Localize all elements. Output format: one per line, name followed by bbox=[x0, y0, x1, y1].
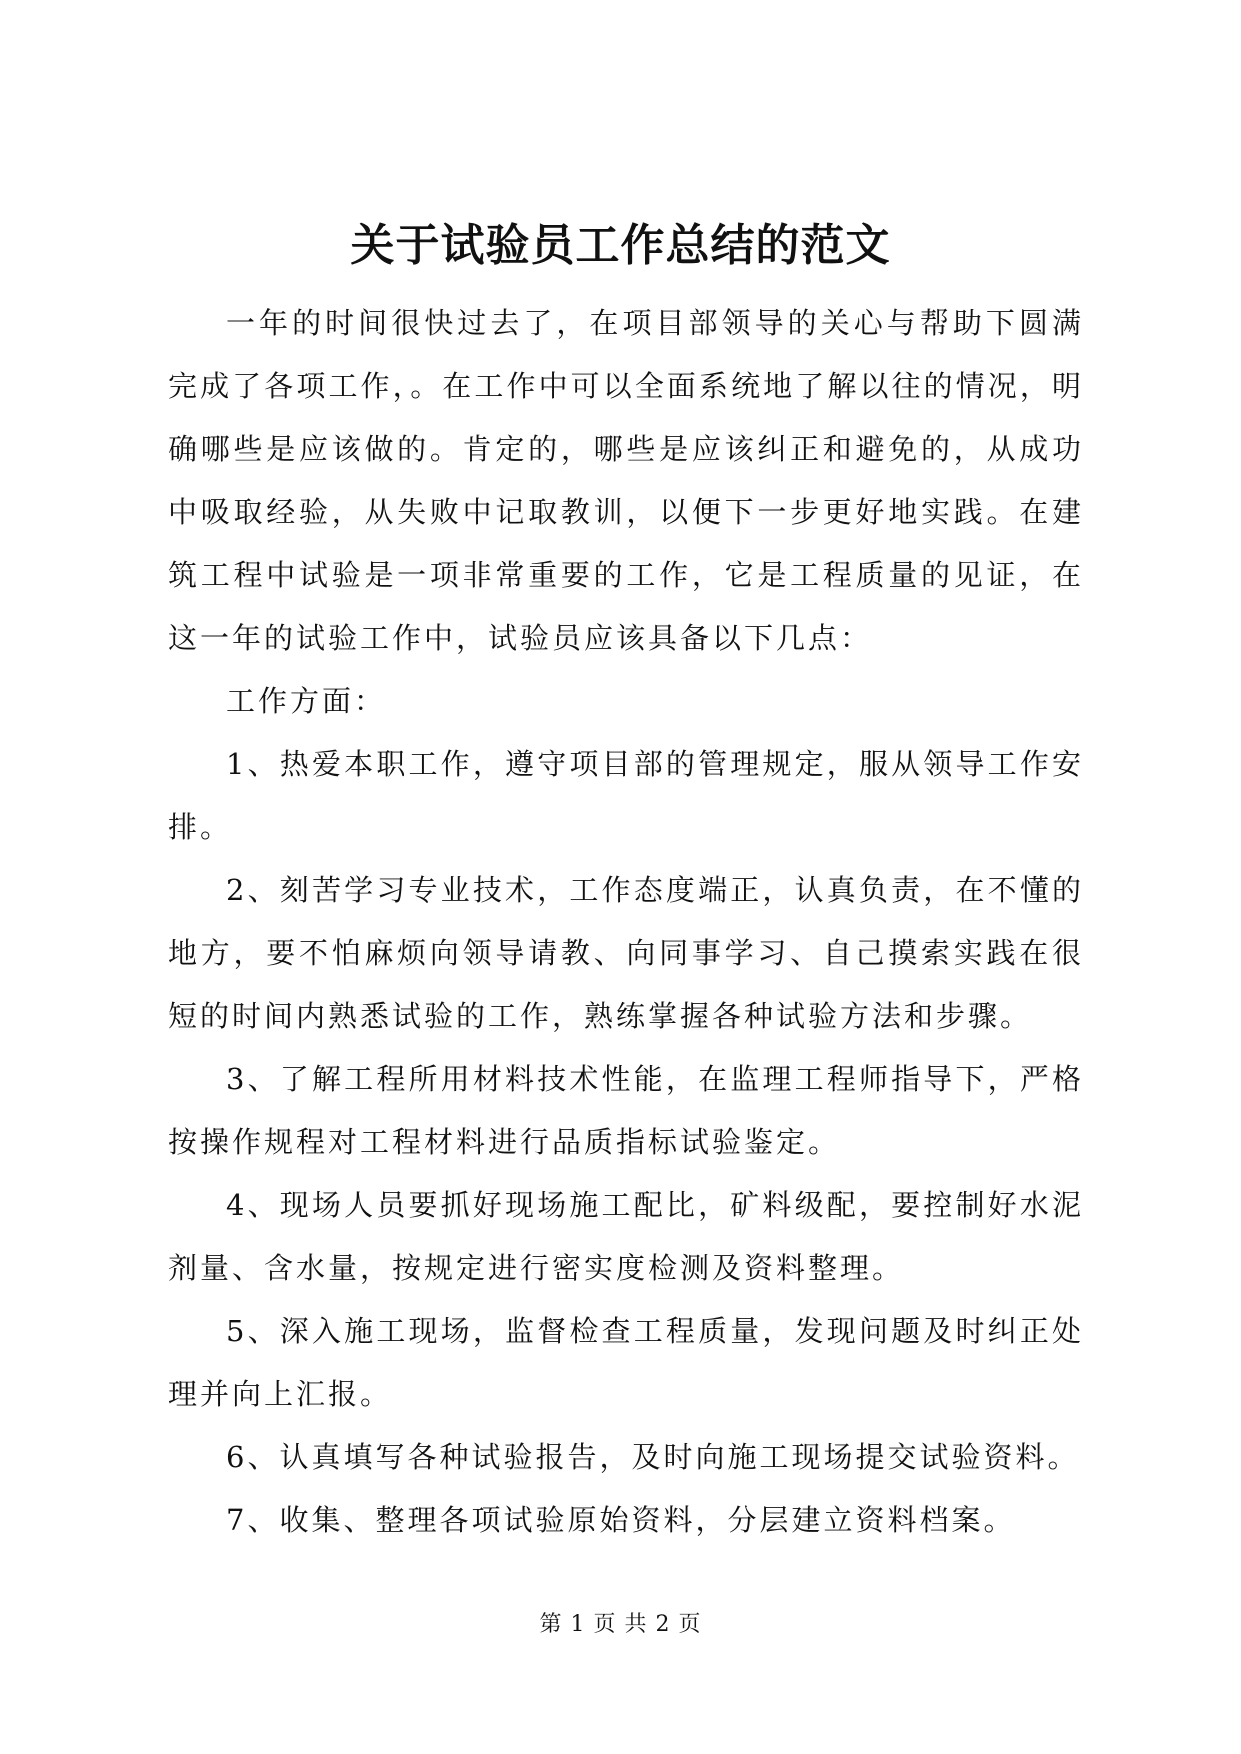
paragraph-item-5: 5、深入施工现场，监督检查工程质量，发现问题及时纠正处理并向上汇报。 bbox=[168, 1314, 1084, 1411]
paragraph-section-heading: 工作方面： bbox=[226, 684, 387, 718]
paragraph-item-2: 2、刻苦学习专业技术，工作态度端正，认真负责，在不懂的地方，要不怕麻烦向领导请教、向同事学习、自己摸索实践在很短的时间内熟悉试验的工作，熟练掌握各种试验方法和步骤。 bbox=[168, 873, 1084, 1033]
paragraph-item-1: 1、热爱本职工作，遵守项目部的管理规定，服从领导工作安排。 bbox=[168, 747, 1084, 844]
document-title: 关于试验员工作总结的范文 bbox=[350, 220, 891, 271]
paragraph-item-3: 3、了解工程所用材料技术性能，在监理工程师指导下，严格按操作规程对工程材料进行品质指标试验鉴定。 bbox=[168, 1062, 1084, 1159]
paragraph-item-4: 4、现场人员要抓好现场施工配比，矿料级配，要控制好水泥剂量、含水量，按规定进行密实度检测及资料整理。 bbox=[168, 1188, 1084, 1285]
page-footer: 第 1 页 共 2 页 bbox=[539, 1612, 702, 1637]
paragraph-item-6: 6、认真填写各种试验报告，及时向施工现场提交试验资料。 bbox=[226, 1440, 1080, 1474]
document-body bbox=[168, 292, 1084, 1552]
paragraph-item-7: 7、收集、整理各项试验原始资料，分层建立资料档案。 bbox=[226, 1503, 1016, 1537]
paragraph-intro: 一年的时间很快过去了，在项目部领导的关心与帮助下圆满完成了各项工作，。在工作中可以全面系统地了解以往的情况，明确哪些是应该做的。肯定的，哪些是应该纠正和避免的，从成功中吸取经验，从失败中记取教训，以便下一步更好地实践。在建筑工程中试验是一项非常重要的工作，它是工程质量的见证，在这一年的试验工作中，试验员应该具备以下几点： bbox=[168, 306, 1084, 655]
